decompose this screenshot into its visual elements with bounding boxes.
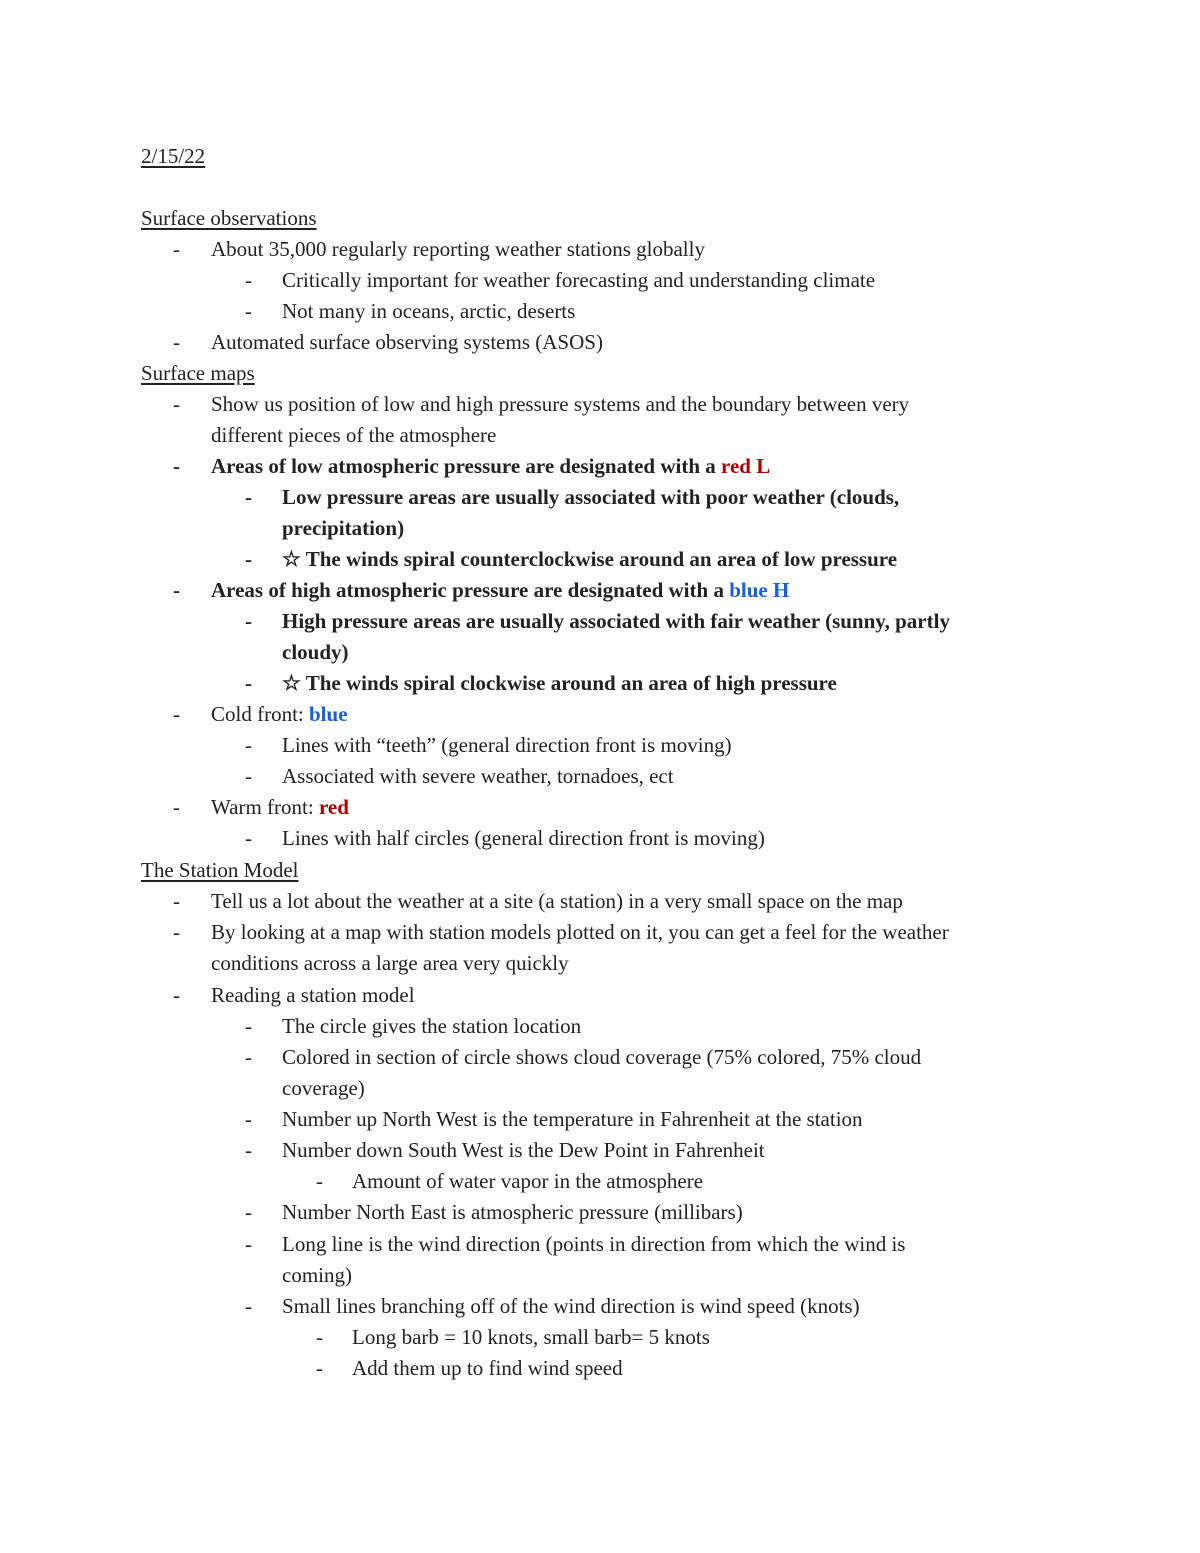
list-item-text: Show us position of low and high pressure systems and the boundary between very: [211, 392, 910, 416]
list-item-text: Lines with “teeth” (general direction front is moving): [282, 733, 732, 757]
bullet-dash: -: [173, 795, 180, 819]
list-item-text: Low pressure areas are usually associated with poor weather (clouds,: [282, 485, 900, 509]
list-item-text: [211, 575, 789, 606]
blue-h-label: blue H: [729, 578, 790, 602]
bullet-dash: -: [173, 920, 180, 944]
section-heading-station-model: The Station Model: [141, 858, 299, 882]
bullet-dash: -: [173, 330, 180, 354]
bullet-dash: -: [173, 392, 180, 416]
list-item-text: Colored in section of circle shows cloud coverage (75% colored, 75% cloud: [282, 1045, 922, 1069]
list-item-text: Number up North West is the temperature in Fahrenheit at the station: [282, 1107, 863, 1131]
date-heading: 2/15/22: [141, 144, 206, 168]
bullet-dash: -: [245, 1200, 252, 1224]
list-item-text: Lines with half circles (general direction front is moving): [282, 826, 765, 850]
list-item-text: coverage): [282, 1076, 365, 1100]
list-item-text: Associated with severe weather, tornadoes, ect: [282, 764, 674, 788]
bullet-dash: -: [245, 671, 252, 695]
red-l-label: red L: [721, 454, 771, 478]
bullet-dash: -: [245, 547, 252, 571]
bullet-dash: -: [173, 702, 180, 726]
list-item-text: Reading a station model: [211, 983, 415, 1007]
bullet-dash: -: [245, 299, 252, 323]
list-item-text: The circle gives the station location: [282, 1014, 582, 1038]
list-item-text: [211, 699, 348, 730]
bullet-dash: -: [173, 983, 180, 1007]
list-item-text: different pieces of the atmosphere: [211, 423, 497, 447]
bullet-dash: -: [245, 1045, 252, 1069]
bullet-dash: -: [245, 268, 252, 292]
list-item-text: Amount of water vapor in the atmosphere: [352, 1169, 704, 1193]
section-heading-surface-maps: Surface maps: [141, 361, 255, 385]
list-item-text: Number down South West is the Dew Point in Fahrenheit: [282, 1138, 765, 1162]
bullet-dash: -: [316, 1169, 323, 1193]
list-item-text: ☆ The winds spiral counterclockwise around an area of low pressure: [282, 547, 898, 571]
cold-front-color: blue: [309, 702, 348, 726]
bullet-dash: -: [245, 733, 252, 757]
bullet-dash: -: [173, 889, 180, 913]
list-item-text: conditions across a large area very quickly: [211, 951, 569, 975]
list-item-text: About 35,000 regularly reporting weather stations globally: [211, 237, 705, 261]
list-item-text: Tell us a lot about the weather at a site (a station) in a very small space on the map: [211, 889, 903, 913]
list-item-text: ☆ The winds spiral clockwise around an area of high pressure: [282, 671, 837, 695]
list-item-text: High pressure areas are usually associated with fair weather (sunny, partly: [282, 609, 950, 633]
bullet-dash: -: [245, 1107, 252, 1131]
list-item-text: By looking at a map with station models plotted on it, you can get a feel for the weather: [211, 920, 949, 944]
list-item-text: Automated surface observing systems (ASOS): [211, 330, 603, 354]
bullet-dash: -: [316, 1356, 323, 1380]
cold-front-label: Cold front:: [211, 702, 309, 726]
warm-front-color: red: [318, 795, 349, 819]
section-heading-surface-observations: Surface observations: [141, 206, 317, 230]
list-item-text: coming): [282, 1263, 352, 1287]
bullet-dash: -: [245, 485, 252, 509]
list-item-text: Small lines branching off of the wind direction is wind speed (knots): [282, 1294, 860, 1318]
high-pressure-text: Areas of high atmospheric pressure are designated with a: [211, 578, 730, 602]
list-item-text: [211, 451, 770, 482]
bullet-dash: -: [316, 1325, 323, 1349]
bullet-dash: -: [173, 237, 180, 261]
list-item-text: Long barb = 10 knots, small barb= 5 knots: [352, 1325, 710, 1349]
list-item-text: Not many in oceans, arctic, deserts: [282, 299, 576, 323]
low-pressure-text: Areas of low atmospheric pressure are designated with a: [211, 454, 721, 478]
list-item-text: Critically important for weather forecasting and understanding climate: [282, 268, 876, 292]
warm-front-label: Warm front:: [211, 795, 319, 819]
bullet-dash: -: [173, 578, 180, 602]
bullet-dash: -: [245, 826, 252, 850]
bullet-dash: -: [245, 1232, 252, 1256]
list-item-text: Number North East is atmospheric pressure (millibars): [282, 1200, 743, 1224]
bullet-dash: -: [245, 1014, 252, 1038]
bullet-dash: -: [245, 1138, 252, 1162]
list-item-text: precipitation): [282, 516, 405, 540]
list-item-text: Long line is the wind direction (points in direction from which the wind is: [282, 1232, 906, 1256]
bullet-dash: -: [245, 764, 252, 788]
list-item-text: Add them up to find wind speed: [352, 1356, 623, 1380]
bullet-dash: -: [245, 1294, 252, 1318]
list-item-text: cloudy): [282, 640, 349, 664]
bullet-dash: -: [245, 609, 252, 633]
bullet-dash: -: [173, 454, 180, 478]
list-item-text: [211, 792, 349, 823]
